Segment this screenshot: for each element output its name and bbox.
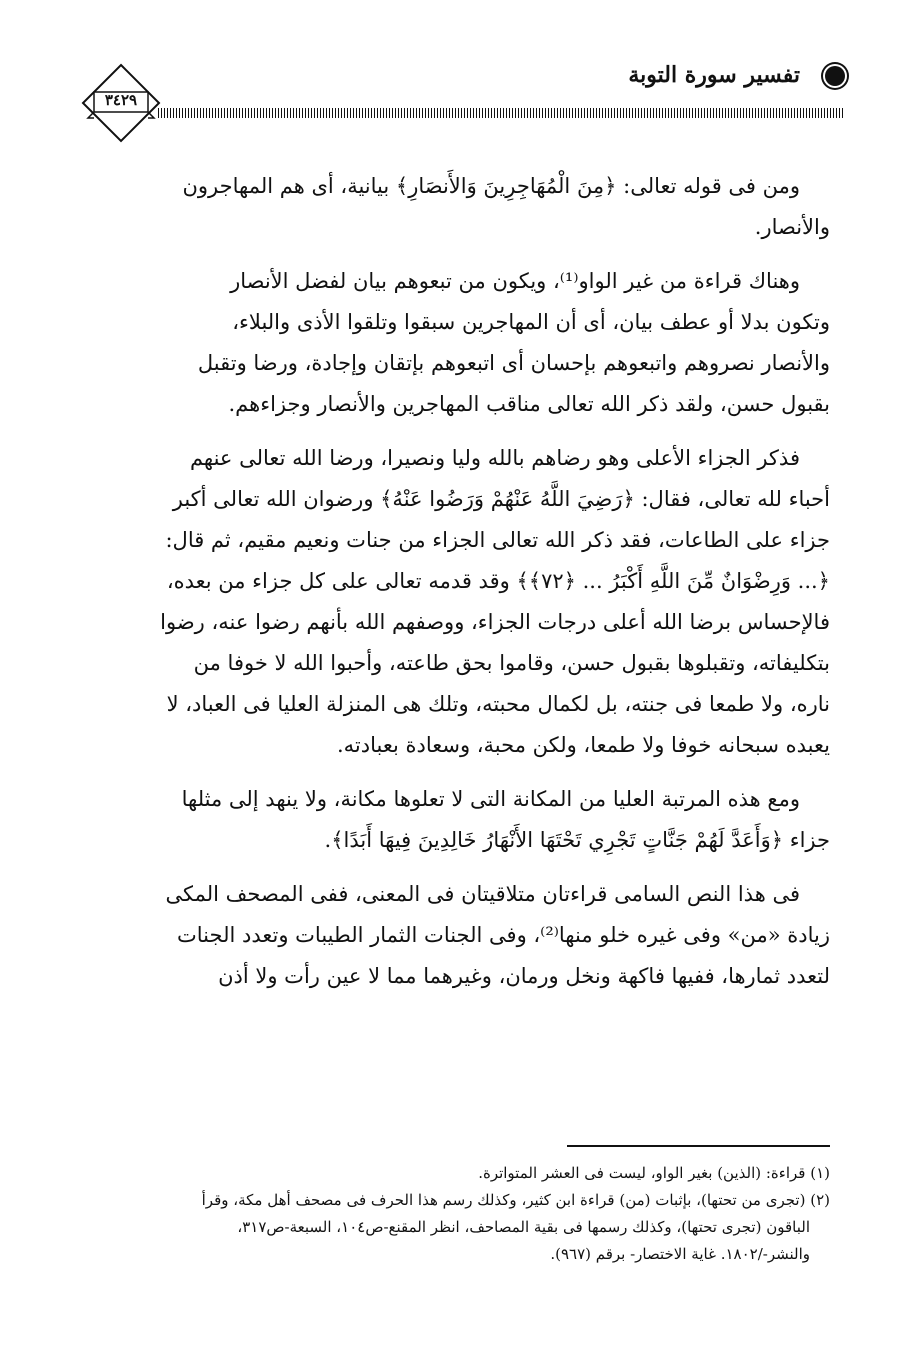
header-rule (158, 108, 845, 118)
running-title: تفسير سورة التوبة (628, 62, 800, 88)
paragraph (85, 261, 830, 425)
text-line: لتعدد ثمارها، ففيها فاكهة ونخل ورمان، وغيرهما مما لا عين رأت ولا أذن (218, 964, 830, 988)
footnote-2: (٢) (تجرى من تحتها)، بإثبات (من) قراءة ابن كثير، وكذلك رسم هذا الحرف فى مصحف أهل مكة، وقرأ (201, 1191, 830, 1209)
text-line: فى هذا النص السامى قراءتان متلاقيتان فى المعنى، ففى المصحف المكى (165, 882, 800, 906)
text-line: بقبول حسن، ولقد ذكر الله تعالى مناقب المهاجرين والأنصار وجزاءهم. (228, 392, 830, 416)
footnote-1: (١) قراءة: (الذين) بغير الواو، ليست فى العشر المتواترة. (478, 1164, 830, 1182)
text-line: بتكليفاته، وتقبلوها بقبول حسن، وقاموا بحق طاعته، وأحبوا الله لا خوفا من (193, 651, 830, 675)
text-line: فالإحساس برضا الله أعلى درجات الجزاء، ووصفهم الله بأنهم رضوا عنه، رضوا (160, 610, 830, 634)
text-line: جزاء ﴿وَأَعَدَّ لَهُمْ جَنَّاتٍ تَجْرِي تَحْتَهَا الأَنْهَارُ خَالِدِينَ فِيهَا أَبَدًا﴾. (324, 828, 830, 852)
page-number-badge (80, 62, 162, 144)
footnotes (85, 1160, 830, 1268)
text-line: ﴿... وَرِضْوَانٌ مِّنَ اللَّهِ أَكْبَرُ ... ﴿٧٢﴾﴾ وقد قدمه تعالى على كل جزاء من بعده، (166, 569, 830, 593)
body-text (85, 166, 830, 1010)
footnote-2-line: والنشر-/١٨٠٢. غاية الاختصار- برقم (٩٦٧). (550, 1245, 810, 1263)
page-number: ٣٤٢٩ (104, 91, 138, 109)
ornament-icon (825, 66, 845, 86)
text-line: يعبده سبحانه خوفا ولا طمعا، ولكن محبة، وسعادة بعبادته. (336, 733, 830, 757)
paragraph (85, 779, 830, 861)
text-line: فذكر الجزاء الأعلى وهو رضاهم بالله وليا ونصيرا، ورضا الله تعالى عنهم (189, 446, 800, 470)
text-line: ومن فى قوله تعالى: ﴿مِنَ الْمُهَاجِرِينَ وَالأَنصَارِ﴾ بيانية، أى هم المهاجرون (182, 174, 800, 198)
text-line: وهناك قراءة من غير الواو⁽¹⁾، ويكون من تبعوهم بيان لفضل الأنصار (230, 269, 800, 293)
text-line: والأنصار نصروهم واتبعوهم بإحسان أى اتبعوهم بإتقان وإجادة، ورضا وتقبل (197, 351, 830, 375)
paragraph (85, 874, 830, 997)
footnote-2-line: الباقون (تجرى تحتها)، وكذلك رسمها فى بقية المصاحف، انظر المقنع-ص١٠٤، السبعة-ص٣١٧، (237, 1218, 810, 1236)
text-line: وتكون بدلا أو عطف بيان، أى أن المهاجرين سبقوا وتلقوا الأذى والبلاء، (232, 310, 830, 334)
text-line: والأنصار. (754, 215, 830, 239)
text-line: زيادة «من» وفى غيره خلو منها⁽²⁾، وفى الجنات الثمار الطيبات وتعدد الجنات (177, 923, 830, 947)
paragraph (85, 438, 830, 766)
text-line: ناره، ولا طمعا فى جنته، بل لكمال محبته، وتلك هى المنزلة العليا فى العباد، لا (166, 692, 830, 716)
text-line: ومع هذه المرتبة العليا من المكانة التى لا تعلوها مكانة، ولا ينهد إلى مثلها (181, 787, 800, 811)
footnote-divider (567, 1145, 830, 1147)
text-line: أحباء لله تعالى، فقال: ﴿رَضِيَ اللَّهُ عَنْهُمْ وَرَضُوا عَنْهُ﴾ ورضوان الله تعالى أكبر (172, 487, 830, 511)
text-line: جزاء على الطاعات، فقد ذكر الله تعالى الجزاء من جنات ونعيم مقيم، ثم قال: (165, 528, 830, 552)
page-header (80, 60, 845, 160)
paragraph (85, 166, 830, 248)
